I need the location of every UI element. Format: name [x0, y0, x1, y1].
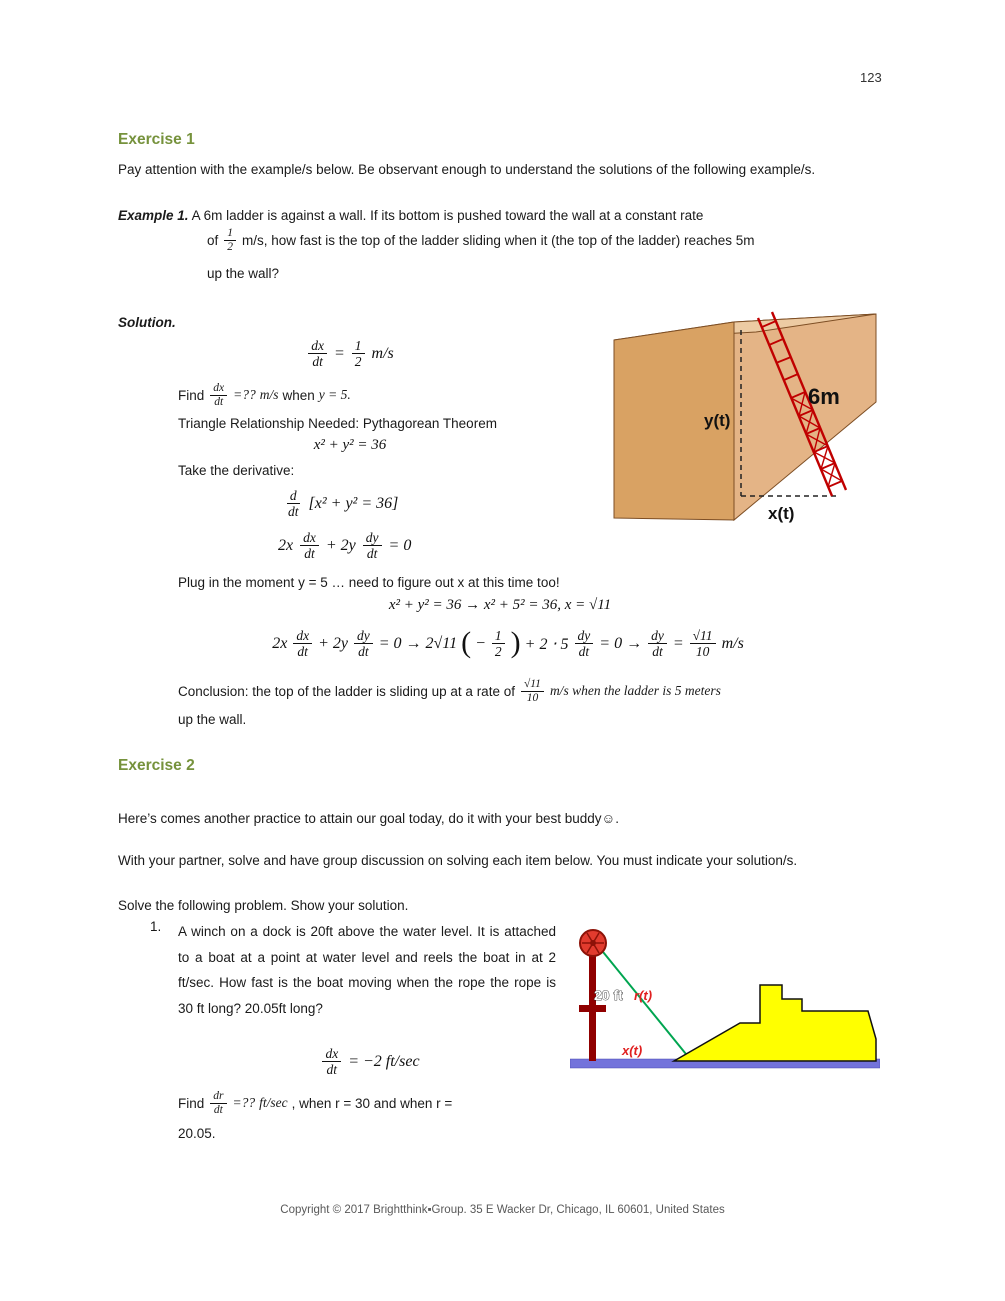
big-frac4: $\frac{dy}{dt}$ — [575, 628, 594, 659]
derivative-label: Take the derivative: — [178, 463, 295, 478]
find-line — [178, 382, 351, 409]
page-number: 123 — [860, 70, 882, 85]
solve-x-equation: x² + y² = 36 → x² + 5² = 36, x = √11 — [388, 597, 612, 613]
exercise2-p3: Solve the following problem. Show your solution. — [118, 898, 409, 913]
figure2-20ft-label: 20 ft — [594, 987, 623, 1003]
conclusion-line1 — [178, 678, 721, 705]
winch-boat-figure — [570, 925, 880, 1080]
right-paren: ) — [510, 625, 521, 659]
winch-wheel — [580, 930, 606, 956]
dock-crossbar — [579, 1005, 606, 1012]
big-equation — [178, 625, 838, 660]
equation-boat-rate — [255, 1046, 485, 1077]
big-t3: = 0 → 2√11 — [378, 634, 458, 652]
big-t1: 2x — [272, 634, 288, 652]
find2-line2: 20.05. — [178, 1126, 216, 1141]
big-frac5: $\frac{dy}{dt}$ — [648, 628, 667, 659]
dx-dt-fraction: $\frac{dx}{dt}$ — [308, 338, 327, 369]
big-t5: = 0 → — [599, 634, 643, 652]
find-word: Find — [178, 387, 205, 403]
figure1-yt-label: y(t) — [704, 411, 731, 430]
find2-line1 — [178, 1090, 452, 1117]
big-t2: + 2y — [318, 634, 348, 652]
deriv-frac1: $\frac{dx}{dt}$ — [300, 530, 319, 561]
big-frac2: $\frac{dy}{dt}$ — [354, 628, 373, 659]
find-fraction: $\frac{dx}{dt}$ — [210, 382, 227, 409]
wall-side-face — [734, 314, 876, 520]
conclusion-pre: Conclusion: the top of the ladder is sliding up at a rate of — [178, 683, 515, 699]
one-half: $\frac{1}{2}$ — [352, 338, 365, 369]
find-unit: m/s — [259, 387, 279, 403]
equation-rate — [240, 338, 460, 369]
big-t4: + 2 ⋅ 5 — [524, 635, 569, 653]
ddt-bracket: [x² + y² = 36] — [308, 494, 399, 512]
find2-unit: ft/sec — [259, 1095, 288, 1111]
minus-sign: − — [475, 634, 486, 652]
find-cond: y = 5. — [318, 387, 351, 403]
figure1-6m-label: 6m — [808, 384, 840, 409]
boat-rate-fraction: $\frac{dx}{dt}$ — [322, 1046, 341, 1077]
exercise2-p1: Here’s comes another practice to attain our goal today, do it with your best buddy☺. — [118, 811, 620, 826]
deriv-t3: = 0 — [388, 536, 412, 554]
conclusion-fraction: $\frac{√11}{10}$ — [521, 678, 544, 705]
rate-unit: m/s — [371, 344, 394, 362]
figure2-rt-label: r(t) — [634, 988, 653, 1003]
deriv-t1: 2x — [278, 536, 294, 554]
exercise1-heading: Exercise 1 — [118, 131, 195, 148]
conclusion-post: m/s when the ladder is 5 meters — [549, 683, 721, 699]
figure2-xt-label: x(t) — [622, 1043, 643, 1058]
big-unit: m/s — [721, 634, 744, 652]
exercise2-p2: With your partner, solve and have group discussion on solving each item below. You must indicate your solution/s. — [118, 853, 798, 868]
d-dt-fraction: $\frac{d}{dt}$ — [288, 488, 299, 520]
boat — [674, 985, 876, 1061]
big-t6: = — [672, 634, 684, 652]
exercise2-heading: Exercise 2 — [118, 757, 195, 774]
left-paren: ( — [461, 625, 472, 659]
example1-text: A 6m ladder is against a wall. If its bottom is pushed toward the wall at a constant rate — [191, 208, 704, 223]
find2-word: Find — [178, 1095, 205, 1111]
plug-line: Plug in the moment y = 5 … need to figure out x at this time too! — [178, 575, 560, 590]
big-frac3: $\frac{1}{2}$ — [492, 628, 505, 659]
footer-copyright: Copyright © 2017 Brightthink▪Group. 35 E Wacker Dr, Chicago, IL 60601, United States — [280, 1204, 725, 1216]
boat-rate-rhs: = −2 ft/sec — [348, 1052, 420, 1070]
find2-fraction: $\frac{dr}{dt}$ — [210, 1090, 226, 1117]
derivative-equation — [278, 530, 411, 561]
deriv-t2: + 2y — [325, 536, 356, 554]
solution-label: Solution. — [118, 315, 176, 330]
item-number: 1. — [150, 919, 162, 934]
ddt-equation — [283, 488, 398, 519]
line2-post: m/s, how fast is the top of the ladder sliding when it (the top of the ladder) reaches 5m — [242, 232, 755, 248]
deriv-frac2: $\frac{dy}{dt}$ — [363, 530, 382, 561]
ladder-wall-figure — [608, 306, 878, 531]
find-mid: =?? — [233, 387, 256, 403]
one-half-fraction: $\frac{1}{2}$ — [224, 227, 236, 254]
wheel-hub — [590, 940, 596, 946]
conclusion-line2: up the wall. — [178, 712, 247, 727]
find2-mid: =?? — [232, 1095, 256, 1111]
example1-line3: up the wall? — [207, 266, 280, 281]
exercise1-intro: Pay attention with the example/s below. Be observant enough to understand the solutions of the following example/s. — [118, 162, 816, 177]
example1-label: Example 1. — [118, 208, 189, 223]
example1-line2 — [207, 227, 755, 254]
figure1-xt-label: x(t) — [768, 504, 795, 523]
find-when: when — [282, 387, 315, 403]
triangle-line: Triangle Relationship Needed: Pythagorean Theorem — [178, 416, 497, 431]
big-frac1: $\frac{dx}{dt}$ — [293, 628, 312, 659]
example1-line1 — [118, 206, 893, 225]
find2-rest: , when r = 30 and when r = — [291, 1095, 453, 1111]
equals-sign: = — [333, 344, 345, 362]
rope-line — [599, 947, 690, 1059]
pythagorean-equation: x² + y² = 36 — [313, 437, 387, 453]
big-frac6: $\frac{√11}{10}$ — [690, 628, 716, 659]
line2-pre: of — [207, 232, 219, 248]
item-text: A winch on a dock is 20ft above the water level. It is attached to a boat at a point at water level and reels the boat in at 2 ft/sec. How fast is the boat moving when the rope the rope is 30 ft long? 20.05ft long? — [178, 924, 556, 1016]
